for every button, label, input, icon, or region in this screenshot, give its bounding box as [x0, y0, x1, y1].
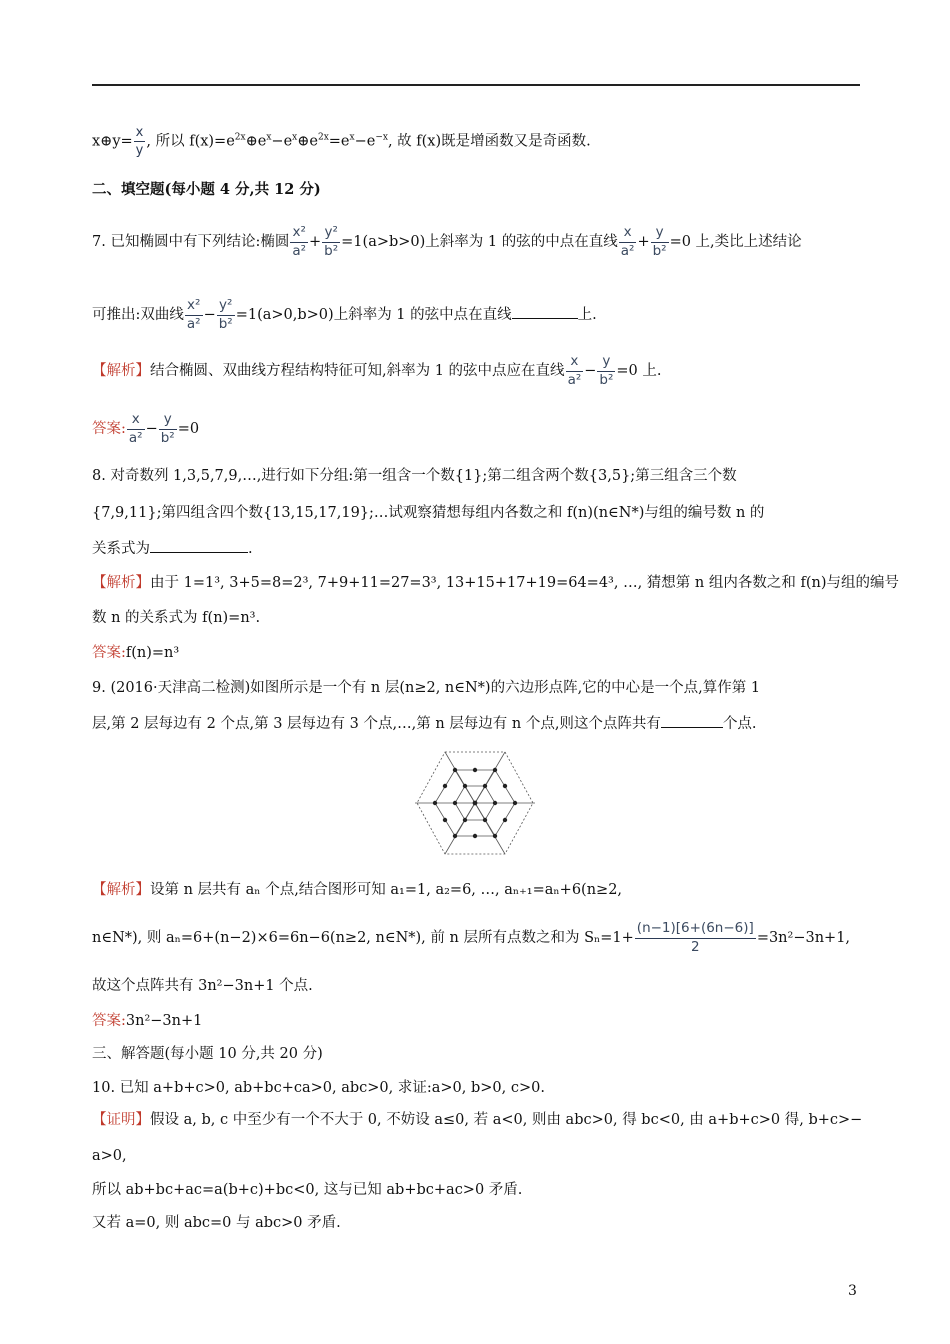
- fraction-x-a2: $\frac{x}{\text{a²}}$: [567, 353, 582, 388]
- section-title-solutions: 三、解答题(每小题 10 分,共 20 分): [92, 1046, 323, 1062]
- q9-answer: 答案:3n²−3n+1: [92, 1013, 203, 1029]
- fraction-y2-b2: $\frac{\text{y²}}{\text{b²}}$: [218, 297, 233, 332]
- header-rule: [92, 84, 860, 86]
- fraction-x2-a2: $\frac{\text{x²}}{\text{a²}}$: [186, 297, 201, 332]
- fraction-x-a2: $\frac{x}{\text{a²}}$: [620, 224, 635, 259]
- q7-line-2: 可推出:双曲线 $\frac{\text{x²}}{\text{a²}}$ − $\frac{\text{y²}}{\text{b²}}$ =1(a>0,b>0)上斜率为 1 的弦中点在直线 上.: [92, 297, 597, 332]
- q9-analysis-3: 故这个点阵共有 3n²−3n+1 个点.: [92, 978, 313, 994]
- answer-blank: [150, 538, 248, 553]
- q9-line-2: 层,第 2 层每边有 2 个点,第 3 层每边有 3 个点,…,第 n 层每边有 n 个点,则这个点阵共有 个点.: [92, 713, 757, 734]
- q10-proof-2: a>0,: [92, 1148, 127, 1164]
- q7-analysis: 【解析】结合椭圆、双曲线方程结构特征可知,斜率为 1 的弦中点应在直线 $\frac{x}{\text{a²}}$ − $\frac{y}{\text{b²}}$ =0 上.: [92, 353, 662, 388]
- continuation-line: x⊕y= $\frac{x}{y}$ , 所以 $f(x)=e^{2x}\oplus e^x-e^x\oplus e^{2x}=e^x-e^{-x}$, 故 f(x)既是增函数又是奇函数.: [92, 125, 591, 158]
- q10-proof-3: 所以 ab+bc+ac=a(b+c)+bc<0, 这与已知 ab+bc+ac>0 矛盾.: [92, 1182, 523, 1198]
- answer-blank: [661, 713, 723, 728]
- q8-line-3: 关系式为 .: [92, 538, 253, 559]
- hexagon-dot-lattice-figure: [415, 748, 535, 858]
- q10-proof-4: 又若 a=0, 则 abc=0 与 abc>0 矛盾.: [92, 1215, 341, 1231]
- q8-analysis-2: 数 n 的关系式为 f(n)=n³.: [92, 610, 261, 626]
- q8-line-2: {7,9,11};第四组含四个数{13,15,17,19};…试观察猜想每组内各数之和 f(n)(n∈N*)与组的编号数 n 的: [92, 505, 765, 521]
- q8-line-1: 8. 对奇数列 1,3,5,7,9,…,进行如下分组:第一组含一个数{1};第二组含两个数{3,5};第三组含三个数: [92, 468, 737, 484]
- fraction-sum-formula: $\frac{(n-1)[6+(6n-6)]}{2}$: [636, 920, 754, 955]
- answer-blank: [512, 304, 578, 319]
- q10-proof-1: 【证明】假设 a, b, c 中至少有一个不大于 0, 不妨设 a≤0, 若 a<0, 则由 abc>0, 得 bc<0, 由 a+b+c>0 得, b+c>−: [92, 1112, 863, 1128]
- q9-line-1: 9. (2016·天津高二检测)如图所示是一个有 n 层(n≥2, n∈N*)的六边形点阵,它的中心是一个点,算作第 1: [92, 680, 761, 696]
- page-number: 3: [848, 1283, 857, 1299]
- q10-line-1: 10. 已知 a+b+c>0, ab+bc+ca>0, abc>0, 求证:a>0, b>0, c>0.: [92, 1080, 545, 1096]
- fraction-x-over-y: $\frac{x}{y}$: [135, 125, 144, 158]
- q9-analysis-2: n∈N*), 则 aₙ=6+(n−2)×6=6n−6(n≥2, n∈N*), 前 n 层所有点数之和为 Sₙ=1+ $\frac{(n-1)[6+(6n-6)]}{2}$ =3n²−3n+1,: [92, 920, 851, 955]
- fraction-y-b2: $\frac{y}{\text{b²}}$: [160, 411, 175, 446]
- q7-answer: 答案: $\frac{x}{\text{a²}}$ − $\frac{y}{\text{b²}}$ =0: [92, 411, 200, 446]
- q7-line-1: 7. 已知椭圆中有下列结论:椭圆 $\frac{\text{x²}}{\text{a²}}$ + $\frac{\text{y²}}{\text{b²}}$ =1(a>b>0)上斜率为 1 的弦的中点在直线 $\frac{x}{\text{a²}}$ + $\frac{y}{\text{b²}}$ =0 上,类比上述结论: [92, 224, 802, 259]
- q8-analysis-1: 【解析】由于 1=1³, 3+5=8=2³, 7+9+11=27=3³, 13+15+17+19=64=4³, …, 猜想第 n 组内各数之和 f(n)与组的编号: [92, 575, 899, 591]
- fraction-y-b2: $\frac{y}{\text{b²}}$: [652, 224, 667, 259]
- fraction-x-a2: $\frac{x}{\text{a²}}$: [128, 411, 143, 446]
- q9-analysis-1: 【解析】设第 n 层共有 aₙ 个点,结合图形可知 a₁=1, a₂=6, …, aₙ₊₁=aₙ+6(n≥2,: [92, 882, 623, 898]
- fraction-y-b2: $\frac{y}{\text{b²}}$: [599, 353, 614, 388]
- q8-answer: 答案:f(n)=n³: [92, 645, 180, 661]
- fraction-y2-b2: $\frac{\text{y²}}{\text{b²}}$: [324, 224, 339, 259]
- fraction-x2-a2: $\frac{\text{x²}}{\text{a²}}$: [292, 224, 307, 259]
- section-title-fill-in: 二、填空题(每小题 4 分,共 12 分): [92, 181, 321, 198]
